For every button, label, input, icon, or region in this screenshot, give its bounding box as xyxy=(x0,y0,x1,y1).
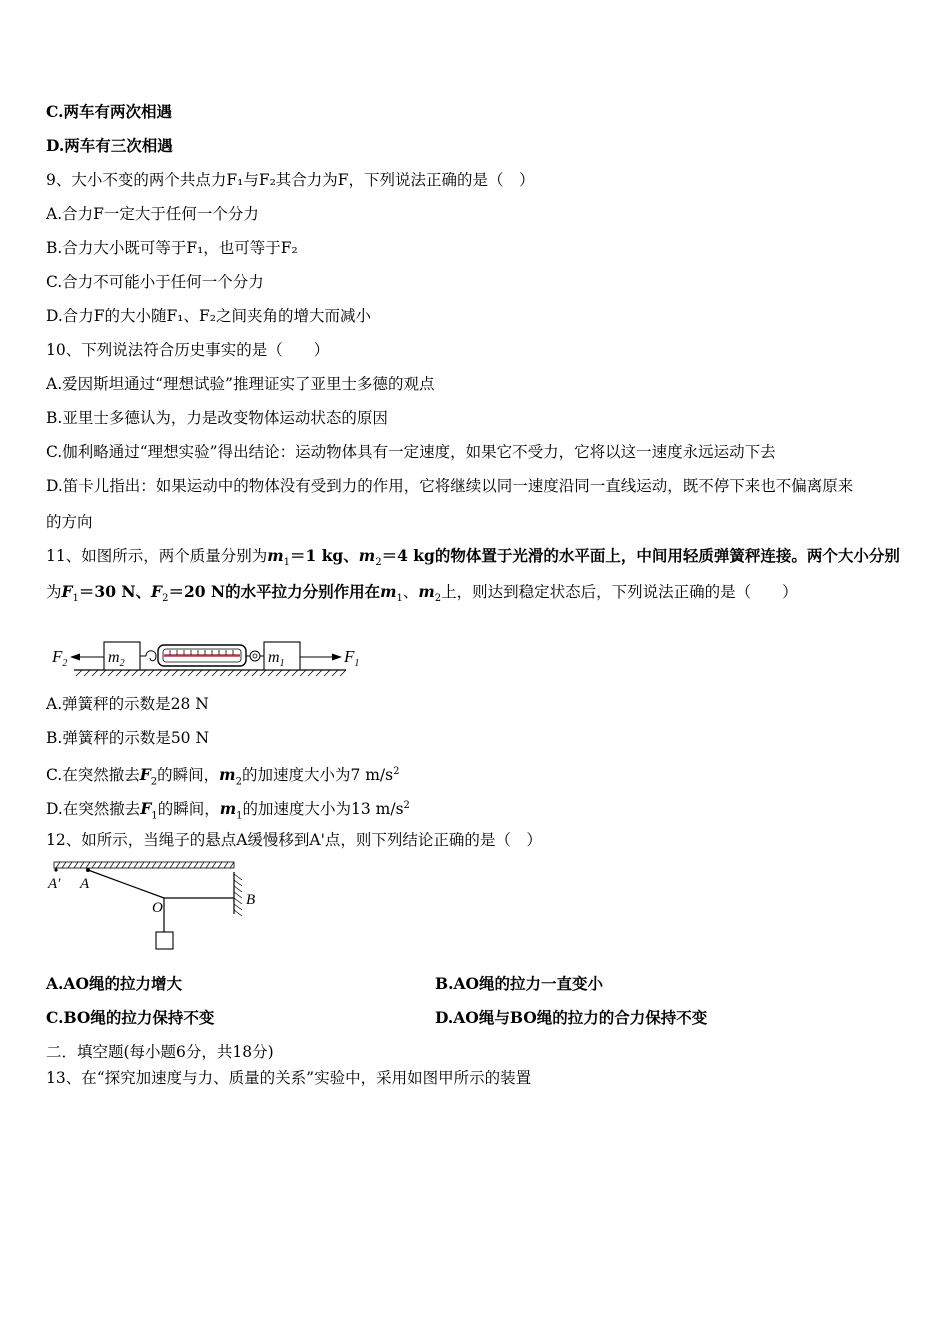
fig11-label-f1: $F_1$ xyxy=(344,647,360,669)
figure-q12-rope xyxy=(46,858,276,956)
option-a-q12: A.AO绳的拉力增大 xyxy=(46,974,182,993)
option-d-q10-line2: 的方向 xyxy=(46,513,93,531)
option-c-q9: C.合力不可能小于任何一个分力 xyxy=(46,273,264,291)
option-b-q9: B.合力大小既可等于F₁，也可等于F₂ xyxy=(46,239,298,257)
question-12: 12、如所示，当绳子的悬点A缓慢移到A'点，则下列结论正确的是（ ） xyxy=(46,831,542,849)
option-b-q10: B.亚里士多德认为，力是改变物体运动状态的原因 xyxy=(46,409,388,427)
question-11-line1: 11、如图所示，两个质量分别为$m_1=1$ kg、$m_2=4$ kg的物体置于光滑的水平面上，中间用轻质弹簧秤连接。两个大小分别 xyxy=(46,546,900,569)
option-c-q12: C.BO绳的拉力保持不变 xyxy=(46,1008,215,1027)
option-a-q11: A.弹簧秤的示数是28 N xyxy=(46,695,209,713)
svg-text:A: A xyxy=(80,876,90,892)
option-d-q12: D.AO绳与BO绳的拉力的合力保持不变 xyxy=(435,1008,708,1027)
option-a-q9: A.合力F一定大于任何一个分力 xyxy=(46,205,259,223)
svg-text:A′: A′ xyxy=(48,876,61,892)
option-b-q12: B.AO绳的拉力一直变小 xyxy=(435,974,604,993)
option-d-q9: D.合力F的大小随F₁、F₂之间夹角的增大而减小 xyxy=(46,307,371,325)
option-c-q8: C.两车有两次相遇 xyxy=(46,102,172,121)
option-a-q10: A.爱因斯坦通过“理想试验”推理证实了亚里士多德的观点 xyxy=(46,375,435,393)
option-d-q11: D.在突然撤去$F_1$的瞬间，$m_1$的加速度大小为13 $m/s^2$ xyxy=(46,799,410,822)
option-b-q11: B.弹簧秤的示数是50 N xyxy=(46,729,210,747)
option-d-q8: D.两车有三次相遇 xyxy=(46,136,173,155)
svg-text:m2: $m_2$ xyxy=(108,649,125,669)
question-10: 10、下列说法符合历史事实的是（ ） xyxy=(46,341,330,359)
option-d-q10-line1: D.笛卡儿指出：如果运动中的物体没有受到力的作用，它将继续以同一速度沿同一直线运动，既不停下来也不偏离原来 xyxy=(46,477,854,495)
figure-q11-spring-scale xyxy=(46,632,366,682)
question-13: 13、在“探究加速度与力、质量的关系”实验中，采用如图甲所示的装置 xyxy=(46,1069,532,1087)
fig11-label-f2: $F_2$ xyxy=(52,647,68,669)
section-2-heading: 二．填空题(每小题6分，共18分) xyxy=(46,1043,274,1061)
question-9: 9、大小不变的两个共点力F₁与F₂其合力为F，下列说法正确的是（ ） xyxy=(46,171,535,189)
svg-text:O: O xyxy=(152,900,163,916)
question-11-line2: 为$F_1=30$ N、$F_2=20$ N的水平拉力分别作用在$m_1$、$m_2$上，则达到稳定状态后，下列说法正确的是（ ） xyxy=(46,582,798,605)
option-c-q11: C.在突然撤去$F_2$的瞬间，$m_2$的加速度大小为7 $m/s^2$ xyxy=(46,765,400,788)
hanging-weight xyxy=(156,932,173,949)
svg-text:m1: $m_1$ xyxy=(268,649,285,669)
svg-text:B: B xyxy=(246,892,256,908)
rope-ao xyxy=(88,870,164,898)
option-c-q10: C.伽利略通过“理想实验”得出结论：运动物体具有一定速度，如果它不受力，它将以这一速度永远运动下去 xyxy=(46,443,776,461)
